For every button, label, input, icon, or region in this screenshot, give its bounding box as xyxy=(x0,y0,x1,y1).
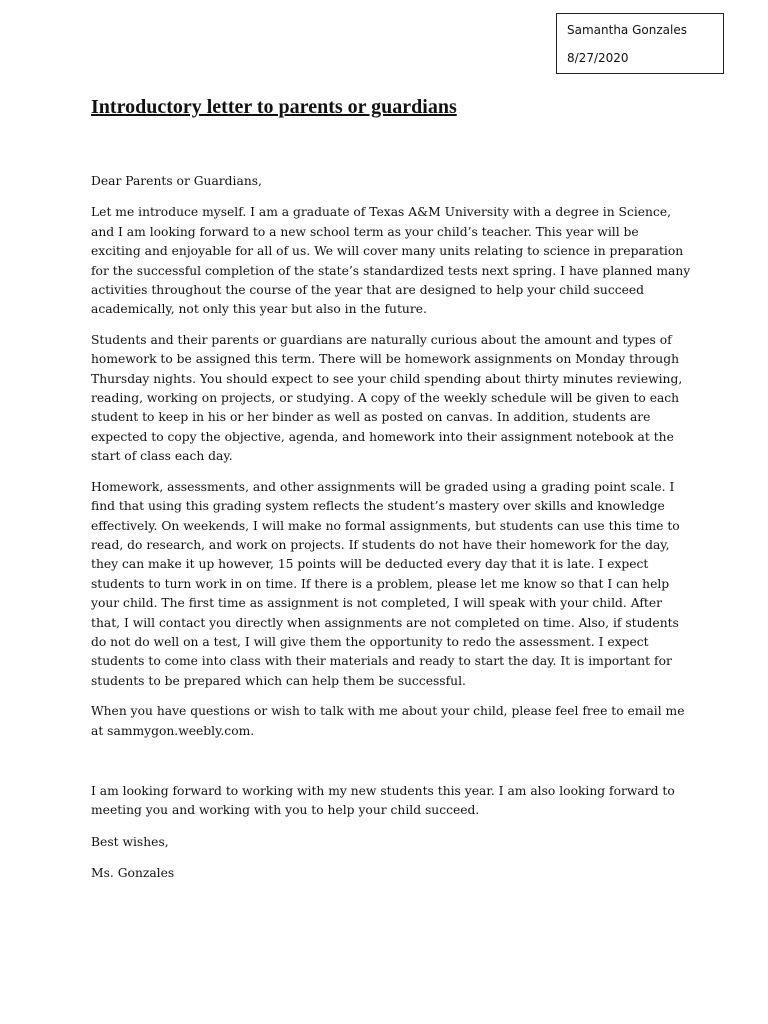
letter-title: Introductory letter to parents or guardians xyxy=(91,96,457,118)
author-info-box xyxy=(556,13,724,74)
closing: Best wishes, xyxy=(91,834,169,849)
paragraph-homework: Students and their parents or guardians are naturally curious about the amount and types of homework to be assigned this term. There will be homework assignments on Monday through Thursday nights. You should expect to see your child spending about thirty minutes reviewing, reading, working on projects, or studying. A copy of the weekly schedule will be given to each student to keep in his or her binder as well as posted on canvas. In addition, students are expected to copy the objective, agenda, and homework into their assignment notebook at the start of class each day. xyxy=(91,332,683,464)
signature: Ms. Gonzales xyxy=(91,866,175,881)
paragraph-looking-forward: I am looking forward to working with my new students this year. I am also looking forward to meeting you and working with you to help your child succeed. xyxy=(91,783,675,818)
paragraph-introduction: Let me introduce myself. I am a graduate of Texas A&M University with a degree in Science, and I am looking forward to a new school term as your child’s teacher. This year will be exciting and enjoyable for all of us. We will cover many units relating to science in preparation for the successful completion of the state’s standardized tests next spring. I have planned many activities throughout the course of the year that are designed to help your child succeed academically, not only this year but also in the future. xyxy=(91,205,691,317)
paragraph-grading: Homework, assessments, and other assignments will be graded using a grading point scale. I find that using this grading system reflects the student’s mastery over skills and knowledge effectively. On weekends, I will make no formal assignments, but students can use this time to read, do research, and work on projects. If students do not have their homework for the day, they can make it up however, 15 points will be deducted every day that it is late. I expect students to turn work in on time. If there is a problem, please let me know so that I can help your child. The first time as assignment is not completed, I will speak with your child. After that, I will contact you directly when assignments are not completed on time. Also, if students do not do well on a test, I will give them the opportunity to redo the assessment. I expect students to come into class with their materials and ready to start the day. It is important for students to be prepared which can help them be successful. xyxy=(91,479,680,688)
letter-date: 8/27/2020 xyxy=(567,51,629,65)
salutation: Dear Parents or Guardians, xyxy=(91,174,262,188)
letter-body xyxy=(91,172,691,895)
author-name: Samantha Gonzales xyxy=(567,23,687,37)
paragraph-contact: When you have questions or wish to talk with me about your child, please feel free to email me at sammygon.weebly.com. xyxy=(91,704,685,738)
